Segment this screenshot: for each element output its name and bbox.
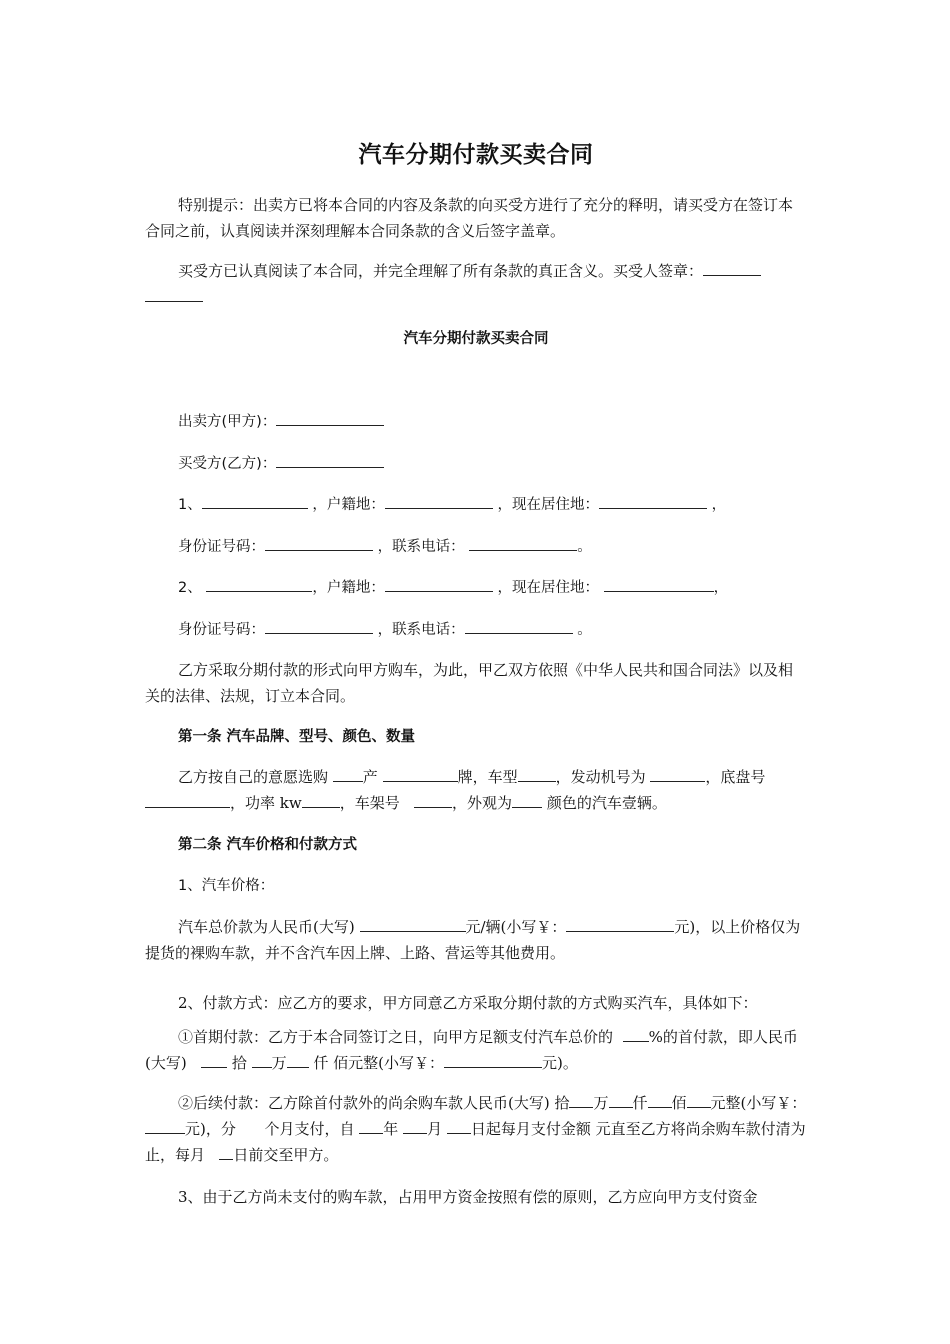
later-payment-text-g: 个月支付，自 (264, 1120, 355, 1138)
frame-number-blank[interactable] (414, 790, 452, 808)
party2-residence-label: ，现在居住地： (497, 580, 599, 596)
later-payment-clause (145, 1090, 807, 1168)
seller-label: 出卖方(甲方)： (178, 414, 277, 430)
start-day-blank[interactable] (447, 1116, 471, 1134)
buyer-signature-blank-continued[interactable] (145, 301, 203, 302)
party2-address-line (145, 574, 807, 601)
party1-hukou-blank[interactable] (385, 491, 493, 509)
art1-text-i: 颜色的汽车壹辆。 (546, 794, 667, 812)
party2-id-line (145, 616, 807, 643)
model-blank[interactable] (518, 764, 556, 782)
party2-line-end: ， (713, 580, 729, 596)
party1-id-line (145, 533, 807, 560)
party1-id-end: 。 (577, 539, 592, 555)
down-payment-lowercase-blank[interactable] (444, 1050, 542, 1068)
later-payment-text-b: 万 (593, 1094, 609, 1112)
down-payment-wan-blank[interactable] (252, 1050, 272, 1068)
buyer-signature-blank[interactable] (703, 258, 761, 276)
balance-shi-blank[interactable] (569, 1090, 593, 1108)
article1-heading: 第一条 汽车品牌、型号、颜色、数量 (178, 729, 416, 745)
later-payment-text-k: 日前交至甲方。 (233, 1146, 339, 1164)
party2-hukou-blank[interactable] (385, 574, 493, 592)
later-payment-text-f: 元)，分 (185, 1120, 236, 1138)
party2-residence-blank[interactable] (604, 574, 714, 592)
color-blank[interactable] (512, 790, 542, 808)
first-payment-text-e: 仟 佰元整(小写￥： (313, 1054, 445, 1072)
art1-text-f: ，功率 kw (230, 794, 302, 812)
art1-text-g: ，车架号 (339, 794, 400, 812)
first-payment-text-f: 元)。 (542, 1054, 578, 1072)
buyer-label: 买受方(乙方)： (178, 456, 277, 472)
art1-text-c: 牌，车型 (457, 768, 518, 786)
article2-heading: 第二条 汽车价格和付款方式 (178, 837, 358, 853)
price-item-label: 1、汽车价格： (178, 878, 275, 894)
party2-id-end: 。 (577, 622, 592, 638)
party2-phone-label: ，联系电话： (377, 622, 465, 638)
chassis-number-blank[interactable] (145, 790, 230, 808)
power-blank[interactable] (302, 790, 340, 808)
price-text-b: 元/辆(小写￥： (465, 918, 567, 936)
later-payment-text-i: 月 (427, 1120, 443, 1138)
origin-blank[interactable] (333, 764, 363, 782)
party2-id-blank[interactable] (265, 616, 373, 634)
first-payment-text-a: ①首期付款：乙方于本合同签订之日，向甲方足额支付汽车总价的 (178, 1028, 614, 1046)
first-payment-text-c: 拾 (231, 1054, 247, 1072)
document-title: 汽车分期付款买卖合同 (358, 142, 594, 168)
party1-residence-label: ，现在居住地： (497, 497, 599, 513)
down-payment-shi-blank[interactable] (201, 1050, 227, 1068)
art1-text-a: 乙方按自己的意愿选购 (178, 768, 329, 786)
brand-blank[interactable] (383, 764, 458, 782)
first-payment-text-d: 万 (271, 1054, 287, 1072)
later-payment-text-j: 日起每月支付金额 元直至乙方将尚余购车款付清为止，每月 (145, 1120, 806, 1164)
art1-text-d: ，发动机号为 (555, 768, 646, 786)
party2-hukou-label: ，户籍地： (312, 580, 385, 596)
down-payment-percent-blank[interactable] (623, 1024, 649, 1042)
later-payment-text-a: ②后续付款：乙方除首付款外的尚余购车款人民币(大写) 拾 (178, 1094, 570, 1112)
party2-id-label: 身份证号码： (178, 622, 265, 638)
buyer-acknowledgement (145, 258, 807, 284)
art1-text-e: ，底盘号 (705, 768, 766, 786)
contract-subtitle: 汽车分期付款买卖合同 (403, 331, 549, 347)
seller-name-blank[interactable] (276, 408, 384, 426)
balance-wan-blank[interactable] (609, 1090, 633, 1108)
party1-address-line (145, 491, 807, 518)
special-notice: 特别提示：出卖方已将本合同的内容及条款的向买受方进行了充分的释明，请买受方在签订本合同之前，认真阅读并深刻理解本合同条款的含义后签字盖章。 (145, 196, 794, 240)
article1-body (145, 764, 807, 816)
price-uppercase-blank[interactable] (360, 914, 466, 932)
art1-text-b: 产 (362, 768, 378, 786)
clause-3: 3、由于乙方尚未支付的购车款，占用甲方资金按照有偿的原则，乙方应向甲方支付资金 (178, 1188, 758, 1206)
first-payment-text-b: %的首付款，即人民币(大写) (145, 1028, 798, 1072)
party1-phone-blank[interactable] (469, 533, 577, 551)
later-payment-text-e: 元整(小写￥： (710, 1094, 807, 1112)
balance-bai-blank[interactable] (687, 1090, 711, 1108)
party1-id-blank[interactable] (265, 533, 373, 551)
price-lowercase-blank[interactable] (566, 914, 674, 932)
buyer-ack-text: 买受方已认真阅读了本合同，并完全理解了所有条款的真正含义。买受人签章： (178, 262, 704, 280)
price-text-c: 元)，以上价格仅为 提货的裸购车款，并不含汽车因上牌、上路、营运等其他费用。 (145, 918, 801, 962)
down-payment-qian-blank[interactable] (287, 1050, 309, 1068)
party1-prefix: 1、 (178, 497, 202, 513)
start-year-blank[interactable] (359, 1116, 383, 1134)
monthly-day-blank[interactable] (219, 1142, 233, 1160)
party1-residence-blank[interactable] (599, 491, 707, 509)
first-payment-clause (145, 1024, 807, 1076)
seller-line (145, 408, 807, 435)
art1-text-h: ，外观为 (452, 794, 513, 812)
party1-name-blank[interactable] (202, 491, 308, 509)
engine-number-blank[interactable] (650, 764, 705, 782)
price-clause (145, 914, 807, 966)
buyer-line (145, 450, 807, 477)
party2-prefix: 2、 (178, 580, 202, 596)
party1-hukou-label: ，户籍地： (312, 497, 385, 513)
party1-line-end: ， (711, 497, 727, 513)
party1-id-label: 身份证号码： (178, 539, 265, 555)
party1-phone-label: ，联系电话： (377, 539, 465, 555)
contract-intro: 乙方采取分期付款的形式向甲方购车，为此，甲乙双方依照《中华人民共和国合同法》以及相关的法律、法规，订立本合同。 (145, 661, 794, 705)
price-text-a: 汽车总价款为人民币(大写) (178, 918, 355, 936)
later-payment-text-d: 佰 (671, 1094, 687, 1112)
later-payment-text-h: 年 (383, 1120, 399, 1138)
payment-method: 2、付款方式：应乙方的要求，甲方同意乙方采取分期付款的方式购买汽车，具体如下： (178, 994, 758, 1012)
party2-name-blank[interactable] (206, 574, 312, 592)
party2-phone-blank[interactable] (465, 616, 573, 634)
buyer-name-blank[interactable] (276, 450, 384, 468)
start-month-blank[interactable] (403, 1116, 427, 1134)
balance-qian-blank[interactable] (648, 1090, 672, 1108)
balance-lowercase-blank[interactable] (145, 1116, 185, 1134)
later-payment-text-c: 仟 (632, 1094, 648, 1112)
